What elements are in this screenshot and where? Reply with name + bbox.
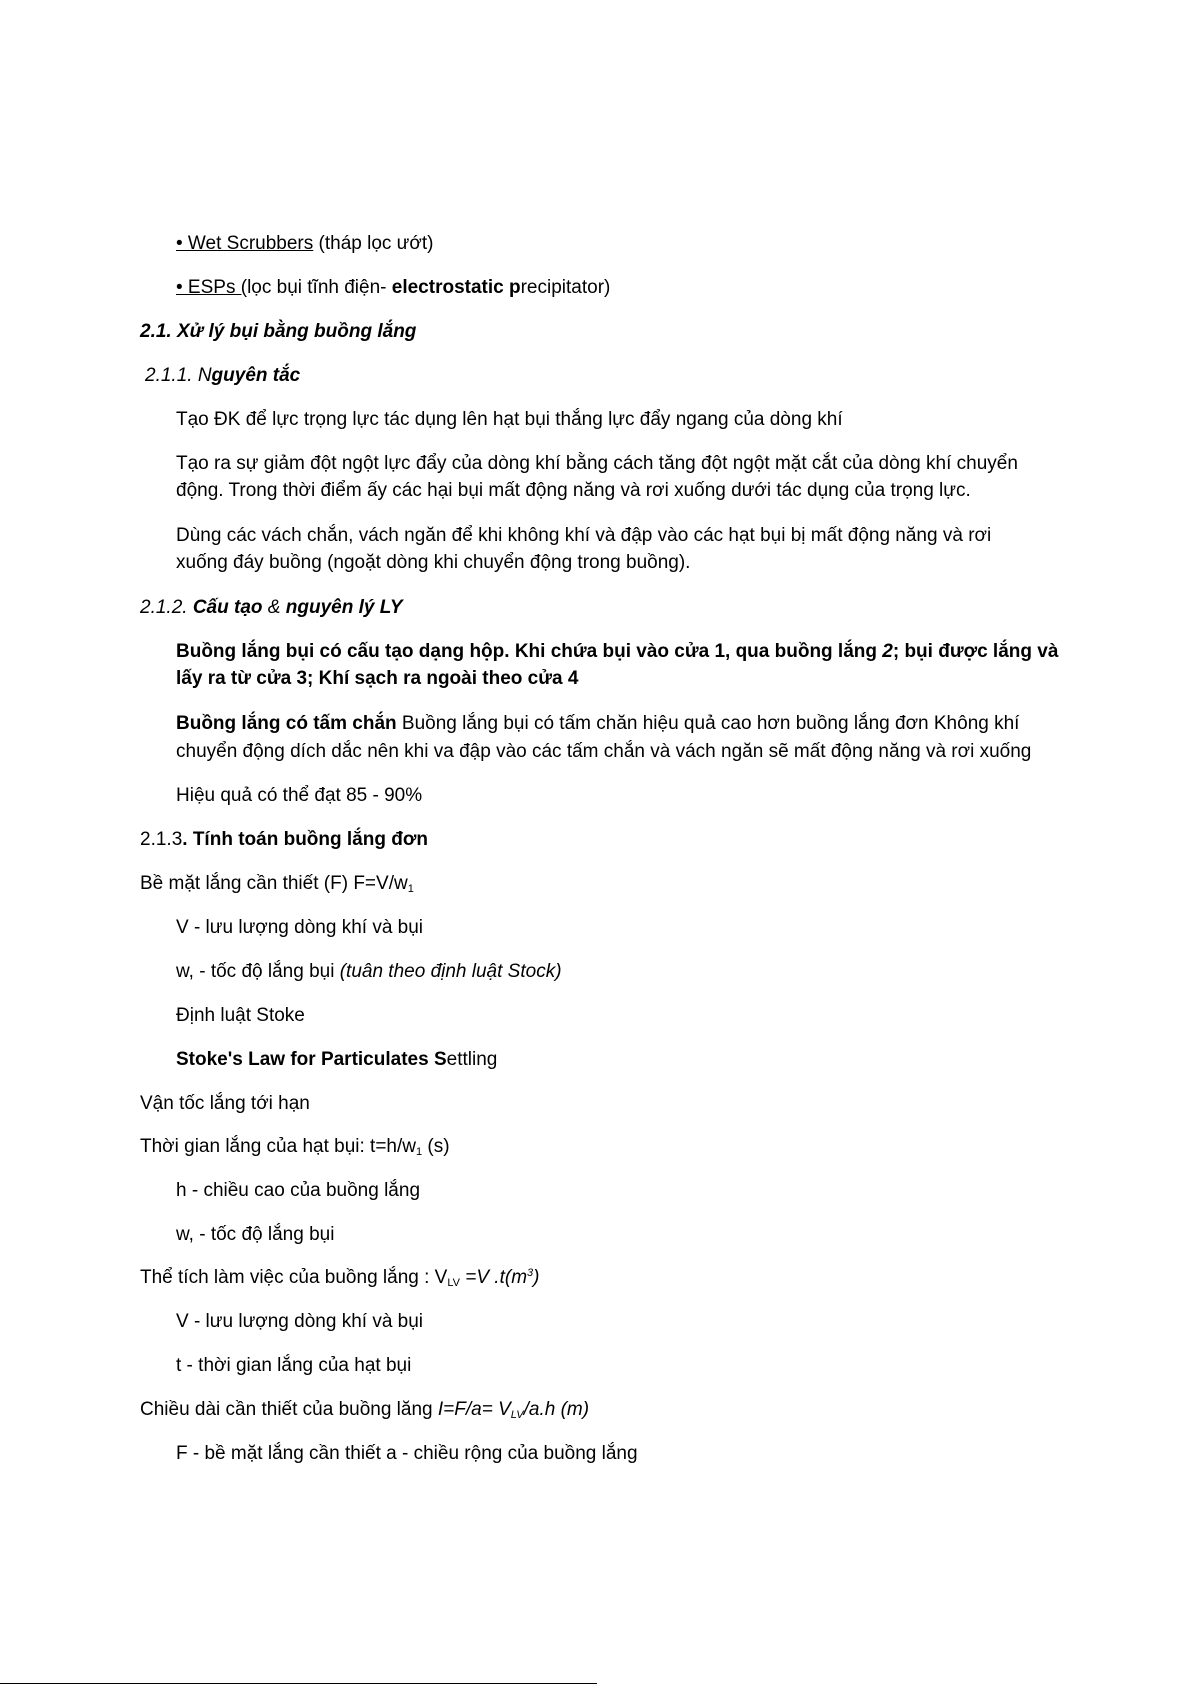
paragraph-line: Tạo ra sự giảm đột ngột lực đẩy của dòng khí bằng cách tăng đột ngột mặt cắt của dòng khí chuyển bbox=[176, 453, 1018, 474]
paragraph bbox=[176, 958, 562, 986]
text-run: Buồng lắng có tấm chắn bbox=[176, 713, 397, 734]
text-run: /a.h (m) bbox=[523, 1399, 590, 1420]
text-run: ; bụi được lắng và bbox=[892, 641, 1059, 662]
paragraph-line: động. Trong thời điểm ấy các hại bụi mất động năng và rơi xuống dưới tác dụng của trọng lực. bbox=[176, 480, 971, 501]
heading-2-1-2-num: 2.1.2. bbox=[140, 597, 193, 618]
subscript: LV bbox=[510, 1409, 524, 1421]
text-run: I=F/a= V bbox=[437, 1399, 511, 1420]
text-run: Bề mặt lắng cần thiết (F) F=V/w bbox=[140, 873, 408, 894]
paragraph: V - lưu lượng dòng khí và bụi bbox=[176, 1311, 424, 1332]
paragraph-line: xuống đáy buồng (ngoặt dòng khi chuyển động trong buồng). bbox=[176, 552, 691, 573]
heading-2-1-2 bbox=[140, 594, 403, 622]
heading-2-1-3-num: 2.1.3 bbox=[140, 829, 183, 850]
text-run: Stoke's Law for Particulates S bbox=[176, 1049, 447, 1070]
text-run: Thời gian lắng của hạt bụi: t=h/w bbox=[140, 1136, 416, 1157]
text-run: 2 bbox=[882, 641, 893, 662]
wet-scrubbers-desc: (tháp lọc ướt) bbox=[313, 233, 434, 254]
heading-2-1-3 bbox=[140, 826, 428, 854]
heading-2-1-1-num: 2.1.1. N bbox=[145, 365, 212, 386]
paragraph: Hiệu quả có thể đạt 85 - 90% bbox=[176, 785, 423, 806]
heading-2-1-2-title-a: Cấu tạo bbox=[192, 597, 263, 618]
paragraph: F - bề mặt lắng cần thiết a - chiều rộng của buồng lắng bbox=[176, 1443, 638, 1464]
paragraph-line bbox=[176, 710, 1019, 738]
bullet-esps bbox=[176, 274, 610, 302]
text-run: w, - tốc độ lắng bụi bbox=[176, 961, 340, 982]
esps-link-text: • ESPs ( bbox=[176, 277, 248, 298]
paragraph: Tạo ĐK để lực trọng lực tác dụng lên hạt bụi thắng lực đẩy ngang của dòng khí bbox=[176, 409, 843, 430]
paragraph: t - thời gian lắng của hạt bụi bbox=[176, 1355, 412, 1376]
paragraph-line: chuyển động dích dắc nên khi va đập vào các tấm chắn và vách ngăn sẽ mất động năng và rơi xuống bbox=[176, 741, 1032, 762]
paragraph-line bbox=[176, 638, 1058, 666]
paragraph bbox=[176, 1046, 497, 1074]
text-run: (tuân theo định luật Stock) bbox=[339, 961, 562, 982]
esps-tail: recipitator) bbox=[520, 277, 611, 298]
superscript: 3 bbox=[527, 1267, 534, 1279]
text-run: (s) bbox=[422, 1136, 450, 1157]
paragraph: Định luật Stoke bbox=[176, 1005, 305, 1026]
bullet-wet-scrubbers bbox=[176, 230, 433, 258]
paragraph-line: Dùng các vách chắn, vách ngăn để khi không khí và đập vào các hạt bụi bị mất động năng và rơi bbox=[176, 525, 992, 546]
heading-2-1-1 bbox=[145, 362, 300, 390]
paragraph: w, - tốc độ lắng bụi bbox=[176, 1224, 335, 1245]
heading-2-1-2-amp: & bbox=[262, 597, 286, 618]
paragraph-line: lấy ra từ cửa 3; Khí sạch ra ngoài theo cửa 4 bbox=[176, 668, 579, 689]
heading-2-1-2-title-b: nguyên lý LY bbox=[285, 597, 403, 618]
subscript: 1 bbox=[407, 883, 414, 895]
paragraph: Vận tốc lắng tới hạn bbox=[140, 1093, 310, 1114]
esps-bold: electrostatic p bbox=[391, 277, 521, 298]
formula-time bbox=[140, 1133, 450, 1161]
text-run: =V .t(m bbox=[459, 1267, 528, 1288]
text-run: Chiều dài cần thiết của buồng lăng bbox=[140, 1399, 438, 1420]
esps-desc: lọc bụi tĩnh điện- bbox=[247, 277, 392, 298]
text-run: Thể tích làm việc của buồng lắng : V bbox=[140, 1267, 448, 1288]
text-run: Buồng lắng bụi có tấm chăn hiệu quả cao hơn buồng lắng đơn Không khí bbox=[396, 713, 1020, 734]
subscript: LV bbox=[447, 1277, 460, 1289]
heading-2-1-1-title: guyên tắc bbox=[211, 365, 301, 386]
paragraph: h - chiều cao của buồng lắng bbox=[176, 1180, 421, 1201]
text-run: Buồng lắng bụi có cấu tạo dạng hộp. Khi chứa bụi vào cửa 1, qua buồng lắng bbox=[176, 641, 883, 662]
heading-2-1: 2.1. Xử lý bụi bằng buồng lắng bbox=[140, 321, 417, 342]
subscript: 1 bbox=[416, 1146, 423, 1158]
formula-volume bbox=[140, 1264, 539, 1292]
formula-area bbox=[140, 870, 414, 898]
footnote-separator bbox=[0, 1683, 597, 1684]
wet-scrubbers-link-text: • Wet Scrubbers bbox=[176, 233, 314, 254]
text-run: ettling bbox=[446, 1049, 498, 1070]
text-run: ) bbox=[533, 1267, 540, 1288]
paragraph: V - lưu lượng dòng khí và bụi bbox=[176, 917, 424, 938]
heading-2-1-3-title: . Tính toán buồng lắng đơn bbox=[182, 829, 428, 850]
formula-length bbox=[140, 1396, 589, 1424]
